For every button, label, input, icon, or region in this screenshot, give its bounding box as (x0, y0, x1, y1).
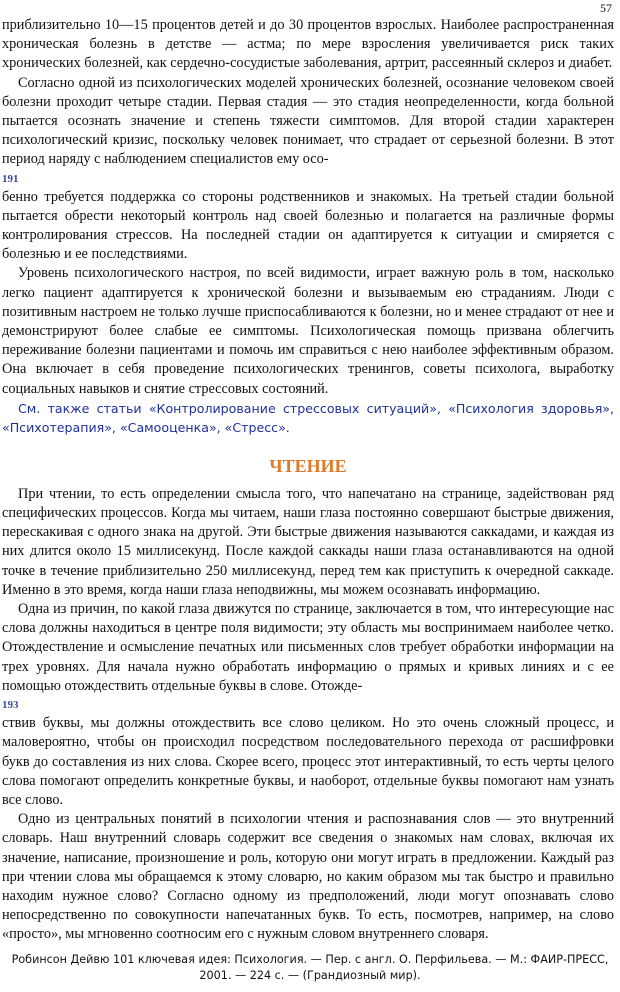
page-content (2, 16, 614, 945)
section-heading: ЧТЕНИЕ (269, 455, 347, 476)
paragraph: ствив буквы, мы должны отождествить все слово целиком. Но это очень сложный процесс, и маловероятно, чтобы он происходил посредством последовательного перехода от расшифровки букв до составления из них слова. Скорее всего, процесс этот интерактивный, то есть черты целого слова помогают определить конкретные буквы, и наоборот, отдельные буквы помогают нам узнать все слово. (2, 715, 614, 808)
text-block-1 (2, 16, 614, 170)
text-block-2 (2, 188, 614, 399)
page-marker: 191 (2, 172, 19, 185)
text-block-4 (2, 714, 614, 944)
page-marker: 193 (2, 699, 19, 712)
text-block-3 (2, 485, 614, 696)
page-number: 57 (600, 1, 612, 15)
paragraph: приблизительно 10—15 процентов детей и до 30 процентов взрослых. Наиболее распространенная хроническая болезнь в детстве — астма; по мере взросления увеличивается риск таких хронических болезней, как сердечно-сосудистые заболевания, артрит, рассеянный склероз и диабет. (2, 17, 614, 72)
paragraph: Одно из центральных понятий в психологии чтения и распознавания слов — это внутренний словарь. Наш внутренний словарь содержит все сведения о знакомых нам словах, включая их значение, написание, произношение и роль, которую они могут играть в предложении. Каждый раз при чтении слова мы обращаемся к этому словарю, но каким образом мы так быстро и правильно находим нужное слово? Согласно одному из предположений, люди могут опознавать слово непосредственно по совокупности напечатанных букв. То есть, посмотрев, например, на слово «просто», мы мгновенно соотносим его с нужным словом внутреннего словаря. (2, 811, 614, 943)
paragraph: Одна из причин, по какой глаза движутся по странице, заключается в том, что интересующие нас слова должны находиться в центре поля видимости; эту область мы воспринимаем наиболее четко. Отождествление и осмысление печатных или письменных слов требует обработки информации на трех уровнях. Для начала нужно обработать информацию о прямых и кривых линиях и с ее помощью отождествить отдельные буквы в слове. Отожде- (2, 601, 614, 694)
citation-footer: Робинсон Дейвю 101 ключевая идея: Психология. — Пер. с англ. О. Перфильева. — М.: ФАИР-ПРЕСС, 2001. — 224 с. — (Грандиозный мир). (11, 953, 609, 982)
see-also-links[interactable]: См. также статьи «Контролирование стрессовых ситуаций», «Психология здоровья», «Психотерапия», «Самооценка», «Стресс». (2, 400, 614, 435)
paragraph: При чтении, то есть определении смысла того, что напечатано на странице, задействован ряд специфических процессов. Когда мы читаем, наши глаза постоянно совершают быстрые движения, перескакивая с одного знака на другой. Эти быстрые движения называются саккадами, и каждая из них длится около 15 миллисекунд. После каждой саккады наши глаза останавливаются на одной точке в течение приблизительно 250 миллисекунд, перед тем как приступить к очередной саккаде. Именно в это время, когда наши глаза неподвижны, мы можем осознавать информацию. (2, 485, 614, 598)
paragraph: бенно требуется поддержка со стороны родственников и знакомых. На третьей стадии больной пытается обрести некоторый контроль над своей болезнью и полагается на различные формы контролирования стрессов. На последней стадии он адаптируется к ситуации и смиряется с болезнью и ее последствиями. (2, 188, 614, 263)
paragraph: Согласно одной из психологических моделей хронических болезней, осознание человеком своей болезни проходит четыре стадии. Первая стадия — это стадия неопределенности, когда больной пытается осознать значение и степень тяжести симптомов. Для второй стадии характерен психологический кризис, поскольку человек понимает, что страдает от серьезной болезни. В этот период наряду с наблюдением специалистов ему осо- (2, 74, 614, 168)
paragraph: Уровень психологического настроя, по всей видимости, играет важную роль в том, насколько легко пациент адаптируется к хронической болезни и вызываемым ею страданиям. Люди с позитивным настроем не только лучше приспосабливаются к болезни, но и менее страдают от нее и демонстрируют более слабые ее симптомы. Психологическая помощь призвана облегчить переживание болезни пациентами и помочь им справиться с нею наиболее эффективным образом. Она включает в себя проведение психологических тренингов, советы психолога, выработку социальных навыков и снятие стрессовых состояний. (2, 265, 614, 397)
